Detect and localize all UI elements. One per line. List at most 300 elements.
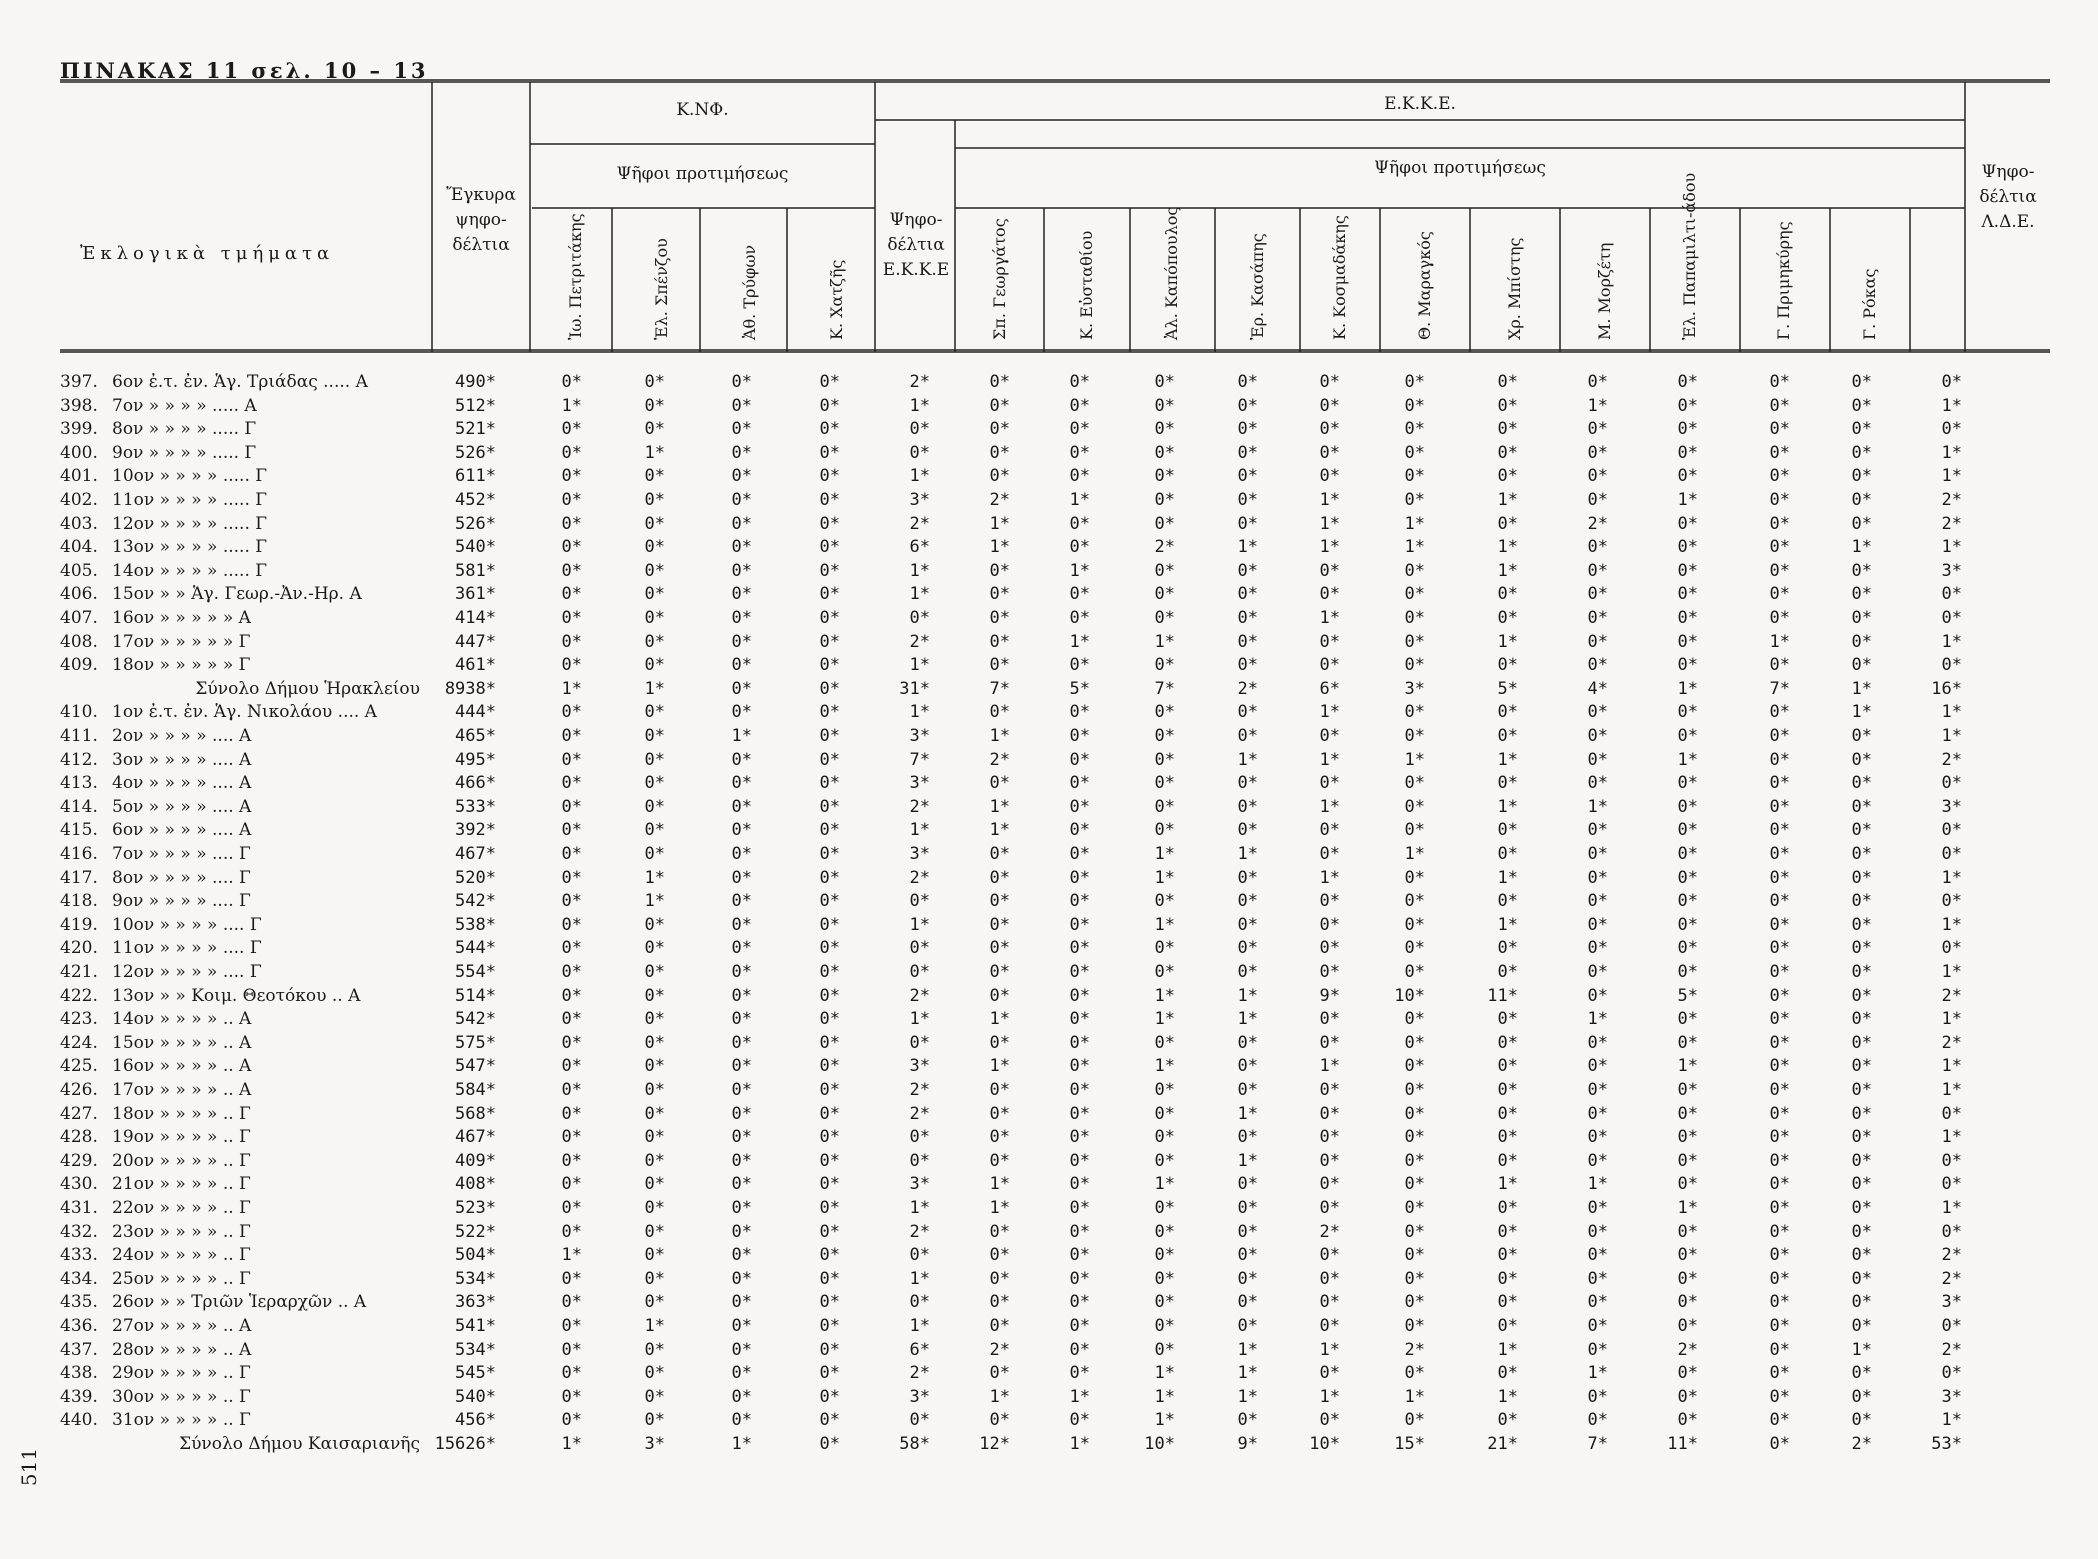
vote-cell: 0* [1237, 1198, 1258, 1218]
vote-cell: 0* [1154, 490, 1175, 510]
vote-cell: 1* [644, 1316, 665, 1336]
section-label [60, 1078, 430, 1102]
vote-cell: 1* [1941, 1080, 1962, 1100]
valid-ballots-value: 392* [455, 820, 496, 841]
vote-cell: 0* [1677, 1245, 1698, 1266]
vote-cell: 0* [1769, 1268, 1790, 1289]
vote-cell: 0* [819, 1268, 840, 1289]
vote-cell: 0* [1069, 537, 1090, 558]
vote-cell: 1* [1154, 985, 1175, 1006]
vote-cell: 0* [819, 844, 840, 864]
section-label [60, 1031, 430, 1055]
vote-cell: 0* [1587, 608, 1608, 628]
table-row [60, 1267, 2050, 1291]
vote-cell: 0* [1404, 1150, 1425, 1171]
table-row [60, 1078, 2050, 1102]
vote-cell: 1* [909, 395, 930, 416]
vote-cell: 0* [561, 442, 582, 463]
vote-cell: 0* [1769, 773, 1790, 794]
vote-cell: 0* [989, 1080, 1010, 1100]
vote-cell: 0* [1851, 1292, 1872, 1313]
vote-cell: 0* [1404, 419, 1425, 440]
section-label [60, 1196, 430, 1220]
vote-cell: 0* [1237, 914, 1258, 935]
vote-cell: 1* [1497, 914, 1518, 935]
vote-cells [500, 417, 2050, 441]
vote-cell: 0* [1677, 1221, 1698, 1242]
vote-cell: 1* [1404, 537, 1425, 558]
section-label [60, 866, 430, 890]
vote-cell: 0* [1319, 773, 1340, 794]
vote-cell: 0* [561, 631, 582, 652]
vote-cell: 2* [909, 796, 930, 817]
vote-cell: 0* [644, 844, 665, 864]
vote-cell: 0* [561, 820, 582, 841]
vote-cell: 0* [1769, 560, 1790, 581]
vote-cell: 0* [1941, 773, 1962, 794]
vote-cell: 1* [561, 395, 582, 416]
row-number: 403. [60, 513, 98, 534]
lde-line-3: Λ.Δ.Ε. [1981, 212, 2035, 232]
valid-ballots-value: 447* [455, 631, 496, 652]
vote-cell: 0* [731, 1363, 752, 1384]
vote-cell: 0* [1677, 1150, 1698, 1171]
vote-cell: 0* [644, 655, 665, 676]
valid-ballots-value: 554* [455, 962, 496, 982]
vote-cell: 0* [1404, 773, 1425, 794]
vote-cell: 0* [1677, 1032, 1698, 1053]
vote-cell: 0* [561, 560, 582, 581]
table-row [60, 1385, 2050, 1409]
vote-cell: 0* [1497, 1316, 1518, 1336]
table-row [60, 984, 2050, 1008]
vote-cells [500, 488, 2050, 512]
vote-cell: 9* [1319, 985, 1340, 1006]
vote-cell: 0* [561, 537, 582, 558]
vote-cell: 1* [1319, 490, 1340, 510]
vote-cell: 1* [1677, 1198, 1698, 1218]
vote-cell: 1* [989, 513, 1010, 534]
vote-cell: 0* [1587, 1245, 1608, 1266]
kke-candidate-1: Σπ. Γεωργάτος [990, 218, 1009, 340]
vote-cell: 1* [1404, 513, 1425, 534]
vote-cell: 1* [1319, 867, 1340, 888]
section-name: 20ον » » » » .. Γ [112, 1150, 251, 1171]
vote-cell: 1* [561, 678, 582, 699]
valid-ballots-value: 490* [455, 372, 496, 392]
vote-cell: 0* [1677, 867, 1698, 888]
vote-cells [500, 818, 2050, 842]
vote-cell: 0* [1497, 1292, 1518, 1313]
vote-cell: 0* [731, 962, 752, 982]
vote-cell: 0* [1769, 844, 1790, 864]
vote-cell: 0* [1154, 891, 1175, 912]
vote-cell: 0* [1237, 867, 1258, 888]
vote-cell: 1* [731, 726, 752, 746]
vote-cell: 0* [1851, 1268, 1872, 1289]
vote-cell: 0* [1851, 560, 1872, 581]
vote-cell: 0* [1319, 962, 1340, 982]
section-name: 9ον » » » » ..... Γ [112, 442, 257, 463]
vote-cell: 0* [1587, 1032, 1608, 1053]
vote-cells [500, 559, 2050, 583]
section-label [60, 1338, 430, 1362]
vote-cell: 1* [1941, 631, 1962, 652]
vote-cell: 0* [1769, 442, 1790, 463]
vote-cell: 2* [909, 1221, 930, 1242]
vote-cell: 0* [1497, 891, 1518, 912]
row-number: 404. [60, 537, 98, 558]
section-label [60, 1267, 430, 1291]
vote-cell: 0* [731, 560, 752, 581]
vote-cell: 0* [731, 867, 752, 888]
vote-cell: 0* [561, 985, 582, 1006]
vote-cell: 1* [1677, 678, 1698, 699]
vote-cell: 1* [909, 914, 930, 935]
vote-cell: 1* [731, 1434, 752, 1454]
vote-cell: 0* [1851, 466, 1872, 487]
vote-cell: 0* [1319, 1103, 1340, 1124]
vote-cell: 1* [1851, 678, 1872, 699]
table-row [60, 936, 2050, 960]
row-number: 423. [60, 1009, 98, 1030]
vote-cell: 0* [819, 1339, 840, 1360]
vote-cell: 0* [1769, 537, 1790, 558]
vote-cell: 0* [1851, 1363, 1872, 1384]
vote-cell: 0* [1319, 466, 1340, 487]
table-row [60, 464, 2050, 488]
vote-cell: 0* [1851, 962, 1872, 982]
vote-cell: 0* [1237, 466, 1258, 487]
vote-cell: 0* [561, 1386, 582, 1407]
vote-cell: 0* [1677, 1316, 1698, 1336]
vote-cell: 0* [1154, 1080, 1175, 1100]
vote-cell: 0* [1677, 914, 1698, 935]
table-row [60, 771, 2050, 795]
row-number: 414. [60, 796, 98, 817]
vote-cell: 7* [989, 678, 1010, 699]
vote-cell: 0* [1587, 867, 1608, 888]
vote-cell: 0* [1319, 395, 1340, 416]
vote-cell: 0* [731, 608, 752, 628]
vote-cell: 1* [909, 820, 930, 841]
vote-cell: 3* [644, 1434, 665, 1454]
vote-cell: 0* [1769, 1245, 1790, 1266]
vote-cell: 0* [1404, 938, 1425, 959]
vote-cell: 0* [1404, 1127, 1425, 1148]
section-label [60, 795, 430, 819]
vote-cell: 0* [1497, 584, 1518, 605]
kke-candidate-5: Κ. Κοσμαδάκης [1330, 215, 1349, 340]
row-number: 425. [60, 1056, 98, 1077]
valid-ballots-value: 467* [455, 844, 496, 864]
vote-cell: 0* [1404, 1245, 1425, 1266]
vote-cell: 0* [819, 1056, 840, 1077]
vote-cell: 0* [1677, 1174, 1698, 1195]
vote-cells [500, 1243, 2050, 1267]
section-name: 18ον » » » » .. Γ [112, 1103, 251, 1124]
valid-ballots-value: 542* [455, 1009, 496, 1030]
vote-cell: 0* [1851, 372, 1872, 392]
vote-cell: 1* [1404, 844, 1425, 864]
vote-cell: 0* [989, 442, 1010, 463]
row-number: 416. [60, 844, 98, 864]
vote-cell: 0* [1587, 702, 1608, 723]
section-name: 15ον » » » » .. Α [112, 1032, 252, 1053]
vote-cell: 0* [1851, 891, 1872, 912]
vote-cell: 0* [731, 914, 752, 935]
vote-cell: 0* [1237, 796, 1258, 817]
vote-cell: 0* [1677, 419, 1698, 440]
vote-cell: 0* [1941, 938, 1962, 959]
kke-candidate-10: Γ. Πριμηκύρης [1774, 221, 1793, 340]
vote-cell: 0* [1677, 796, 1698, 817]
row-number: 408. [60, 631, 98, 652]
vote-cell: 3* [909, 1056, 930, 1077]
vote-cell: 0* [1319, 655, 1340, 676]
vote-cells [500, 1149, 2050, 1173]
vote-cell: 0* [1769, 490, 1790, 510]
vote-cell: 0* [1677, 1386, 1698, 1407]
vote-cell: 0* [1319, 820, 1340, 841]
vote-cell: 0* [1069, 1103, 1090, 1124]
vote-cell: 0* [1404, 395, 1425, 416]
vote-cell: 0* [644, 490, 665, 510]
vote-cell: 0* [989, 631, 1010, 652]
row-number: 398. [60, 395, 98, 416]
vote-cell: 0* [1154, 773, 1175, 794]
vote-cell: 0* [819, 490, 840, 510]
vote-cell: 0* [1587, 560, 1608, 581]
vote-cell: 0* [1769, 702, 1790, 723]
vote-cell: 1* [1319, 513, 1340, 534]
vote-cell: 0* [1769, 938, 1790, 959]
vote-cell: 0* [1587, 749, 1608, 770]
vote-cell: 0* [1497, 773, 1518, 794]
vote-cell: 10* [1144, 1434, 1175, 1454]
vote-cell: 0* [989, 1032, 1010, 1053]
vote-cell: 0* [819, 1127, 840, 1148]
vote-cell: 0* [731, 1221, 752, 1242]
section-label [60, 1408, 430, 1432]
vote-cell: 1* [1154, 1009, 1175, 1030]
kke-ballots-line-1: Ψηφο- [889, 210, 943, 230]
vote-cell: 0* [1941, 891, 1962, 912]
vote-cell: 3* [909, 490, 930, 510]
vote-cell: 0* [1404, 796, 1425, 817]
table-row [60, 1125, 2050, 1149]
vote-cell: 1* [1587, 1363, 1608, 1384]
table-row [60, 700, 2050, 724]
vote-cell: 1* [1587, 1174, 1608, 1195]
vote-cell: 0* [909, 1245, 930, 1266]
kke-ballots-line-3: Ε.Κ.Κ.Ε [882, 260, 950, 280]
valid-ballots-value: 409* [455, 1150, 496, 1171]
vote-cell: 12* [979, 1434, 1010, 1454]
vote-cells [500, 1385, 2050, 1409]
table-row [60, 653, 2050, 677]
row-number: 434. [60, 1268, 98, 1289]
section-name: 13ον » » » » ..... Γ [112, 537, 268, 558]
kke-candidate-3: Ἀλ. Καπόπουλος [1162, 206, 1181, 340]
vote-cell: 5* [1069, 678, 1090, 699]
section-name: 30ον » » » » .. Γ [112, 1386, 251, 1407]
vote-cell: 0* [731, 395, 752, 416]
knf-candidate-3: Ἀθ. Τρύφων [740, 244, 759, 340]
vote-cell: 0* [819, 1174, 840, 1195]
vote-cell: 0* [909, 1410, 930, 1431]
vote-cells [500, 866, 2050, 890]
vote-cell: 0* [1941, 1316, 1962, 1336]
valid-ballots-value: 465* [455, 726, 496, 746]
vote-cell: 0* [1769, 1363, 1790, 1384]
table-row [60, 1172, 2050, 1196]
valid-ballots-value: 361* [455, 584, 496, 605]
vote-cell: 1* [1941, 1127, 1962, 1148]
table-row [60, 512, 2050, 536]
vote-cell: 0* [1941, 584, 1962, 605]
vote-cell: 0* [1069, 891, 1090, 912]
vote-cell: 1* [1154, 1363, 1175, 1384]
vote-cell: 2* [909, 631, 930, 652]
vote-cell: 0* [1237, 395, 1258, 416]
vote-cell: 0* [1069, 1127, 1090, 1148]
vote-cell: 0* [819, 1032, 840, 1053]
vote-cell: 1* [989, 726, 1010, 746]
valid-ballots-value: 542* [455, 891, 496, 912]
vote-cell: 0* [561, 608, 582, 628]
row-number: 406. [60, 584, 98, 605]
vote-cell: 0* [731, 1292, 752, 1313]
vote-cell: 0* [1237, 1245, 1258, 1266]
vote-cell: 0* [989, 1316, 1010, 1336]
vote-cell: 0* [1677, 726, 1698, 746]
vote-cell: 0* [1154, 1032, 1175, 1053]
vote-cell: 0* [819, 1386, 840, 1407]
vote-cell: 0* [731, 490, 752, 510]
vote-cell: 1* [989, 1056, 1010, 1077]
vote-cell: 1* [1069, 1434, 1090, 1454]
vote-cells [500, 889, 2050, 913]
section-name: 4ον » » » » .... Α [112, 773, 252, 794]
vote-cell: 1* [1319, 1056, 1340, 1077]
valid-ballots-value: 545* [455, 1363, 496, 1384]
section-label [60, 630, 430, 654]
vote-cell: 0* [1154, 1198, 1175, 1218]
table-row [60, 1031, 2050, 1055]
vote-cell: 0* [909, 1150, 930, 1171]
total-label: Σύνολο Δήμου Ἡρακλείου [195, 678, 420, 699]
vote-cells [500, 1408, 2050, 1432]
vote-cell: 0* [1497, 655, 1518, 676]
vote-cell: 0* [561, 773, 582, 794]
section-name: 1ον ἐ.τ. ἐν. Ἁγ. Νικολάου .... Α [112, 702, 377, 723]
vote-cell: 0* [644, 1009, 665, 1030]
vote-cell: 0* [1404, 1198, 1425, 1218]
vote-cell: 0* [1404, 1221, 1425, 1242]
vote-cell: 0* [561, 1410, 582, 1431]
valid-ballots-value: 526* [455, 442, 496, 463]
vote-cell: 0* [1154, 395, 1175, 416]
valid-ballots-value: 534* [455, 1339, 496, 1360]
vote-cell: 0* [1319, 1292, 1340, 1313]
vote-cell: 0* [1769, 1080, 1790, 1100]
lde-line-2: δέλτια [1979, 187, 2037, 207]
vote-cell: 0* [1069, 985, 1090, 1006]
vote-cell: 0* [561, 938, 582, 959]
vote-cell: 1* [1497, 631, 1518, 652]
vote-cell: 0* [1497, 608, 1518, 628]
vote-cell: 3* [909, 1386, 930, 1407]
valid-ballots-value: 581* [455, 560, 496, 581]
vote-cell: 0* [561, 914, 582, 935]
vote-cell: 0* [1851, 655, 1872, 676]
vote-cell: 1* [1587, 796, 1608, 817]
vote-cell: 0* [909, 962, 930, 982]
valid-ballots-value: 534* [455, 1268, 496, 1289]
section-name: 23ον » » » » .. Γ [112, 1221, 251, 1242]
vote-cell: 0* [1404, 891, 1425, 912]
valid-ballots-value: 520* [455, 867, 496, 888]
vote-cell: 0* [644, 1292, 665, 1313]
vote-cell: 0* [1587, 419, 1608, 440]
vote-cell: 1* [909, 1268, 930, 1289]
vote-cell: 0* [989, 1150, 1010, 1171]
vote-cell: 0* [644, 1032, 665, 1053]
vote-cell: 0* [561, 1268, 582, 1289]
vote-cell: 0* [1851, 1316, 1872, 1336]
vote-cell: 0* [1497, 962, 1518, 982]
vote-cell: 2* [1941, 1032, 1962, 1053]
vote-cell: 0* [819, 1150, 840, 1171]
vote-cell: 0* [989, 914, 1010, 935]
vote-cell: 0* [1404, 442, 1425, 463]
vote-cell: 0* [1404, 1316, 1425, 1336]
vote-cell: 1* [989, 1198, 1010, 1218]
vote-cell: 0* [1497, 1150, 1518, 1171]
vote-cell: 1* [1319, 1339, 1340, 1360]
vote-cell: 0* [1769, 1410, 1790, 1431]
vote-cell: 0* [1237, 608, 1258, 628]
vote-cell: 1* [1941, 537, 1962, 558]
table-row [60, 1054, 2050, 1078]
vote-cell: 0* [819, 1434, 840, 1454]
section-label [60, 818, 430, 842]
vote-cell: 0* [1587, 891, 1608, 912]
vote-cell: 0* [731, 1316, 752, 1336]
row-number: 430. [60, 1174, 98, 1195]
section-name: 17ον » » » » .. Α [112, 1080, 252, 1100]
vote-cell: 0* [1319, 1127, 1340, 1148]
vote-cell: 0* [1497, 938, 1518, 959]
vote-cell: 0* [819, 1410, 840, 1431]
vote-cell: 0* [1497, 1103, 1518, 1124]
valid-ballots-value: 444* [455, 702, 496, 723]
vote-cells [500, 724, 2050, 748]
vote-cell: 0* [819, 867, 840, 888]
vote-cell: 1* [1237, 1150, 1258, 1171]
section-label [60, 913, 430, 937]
section-label [60, 488, 430, 512]
vote-cell: 1* [1154, 1056, 1175, 1077]
vote-cell: 0* [644, 1198, 665, 1218]
vote-cell: 0* [1677, 466, 1698, 487]
vote-cell: 0* [1677, 395, 1698, 416]
kke-candidate-7: Χρ. Μπίστης [1505, 237, 1524, 340]
vote-cell: 0* [561, 962, 582, 982]
vote-cell: 0* [989, 702, 1010, 723]
vote-cell: 2* [1941, 985, 1962, 1006]
